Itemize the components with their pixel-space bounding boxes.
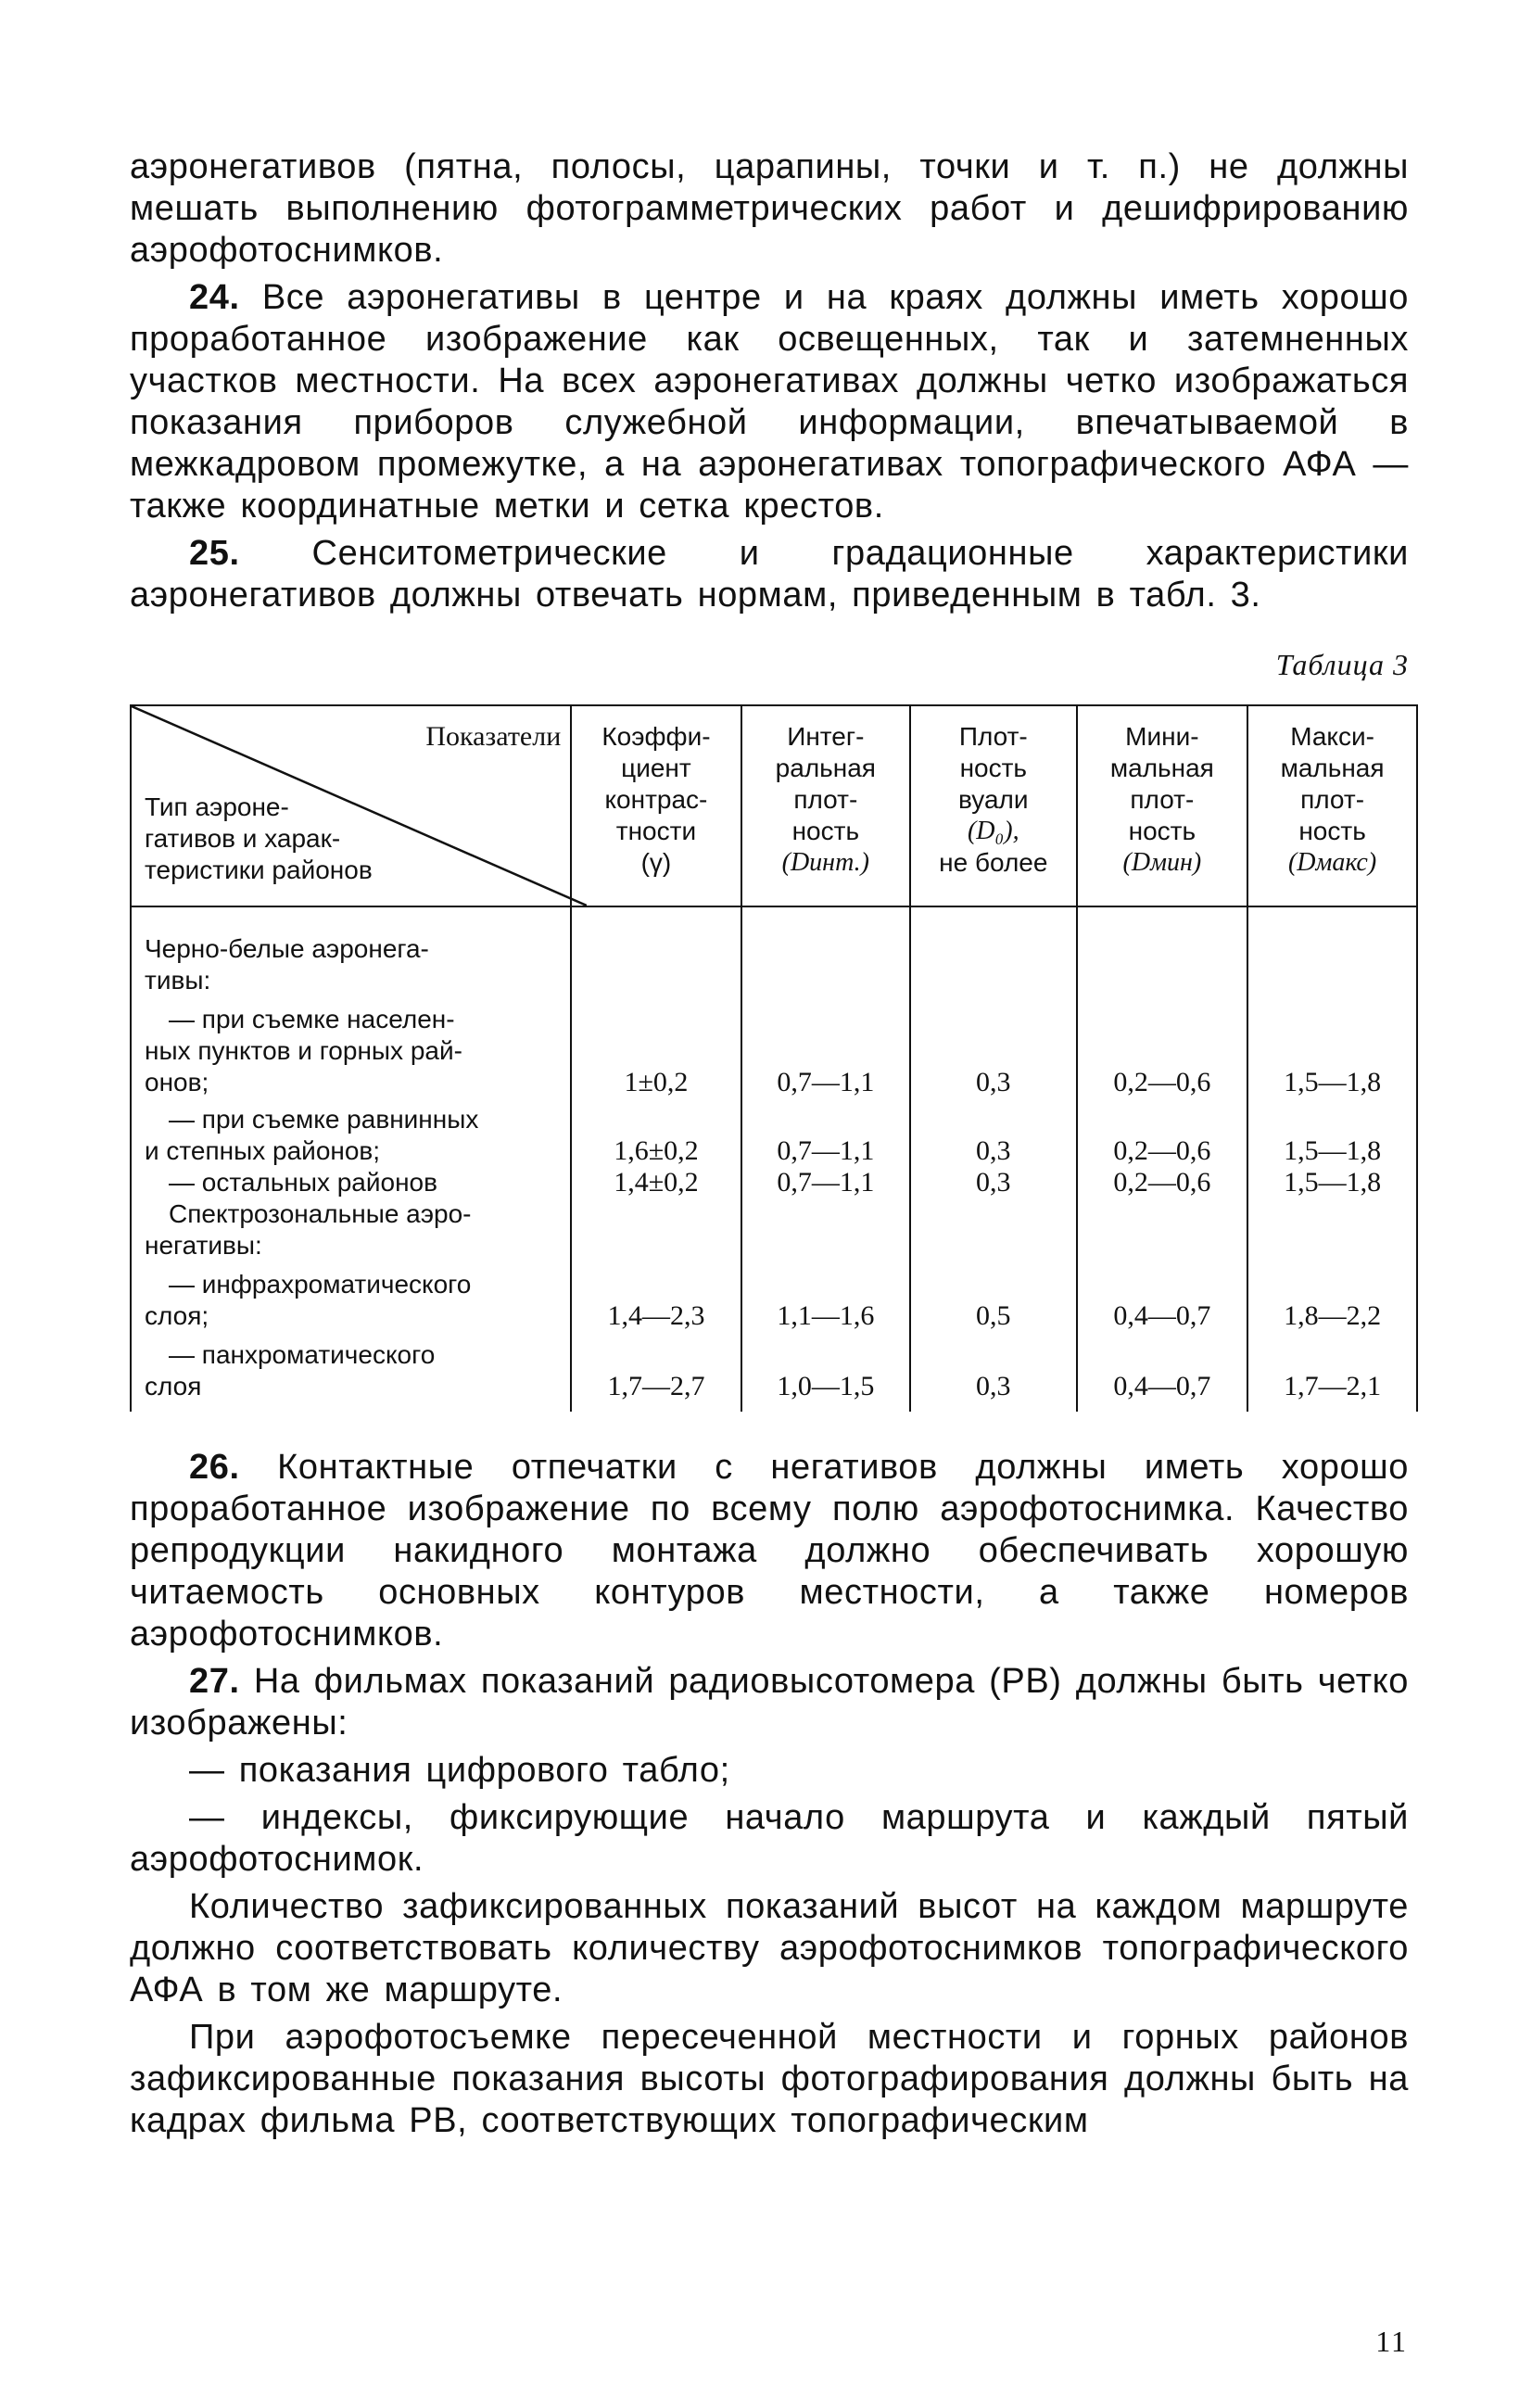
header-line: (γ) [640, 848, 672, 877]
value-cell: 1,5—1,8 [1247, 1098, 1417, 1167]
value-cell [1247, 1198, 1417, 1261]
row-label-line: слоя [145, 1372, 202, 1400]
table-spacer-row [131, 906, 1417, 933]
header-line: Макси- [1290, 722, 1374, 751]
row-label-line: слоя; [145, 1301, 209, 1330]
table-caption: Таблица 3 [1275, 648, 1409, 681]
value-cell [1077, 933, 1248, 996]
row-label-line: Черно-белые аэронега- [145, 934, 429, 963]
header-line: тности [615, 817, 697, 845]
paragraph-terrain: При аэрофотосъемке пересеченной местности и горных районов зафиксированные показания высоты фотографирования должны быть на кадрах фильма РВ, соответствующих топографическим [130, 2018, 1409, 2140]
value-cell [910, 1198, 1077, 1261]
header-line: Плот- [958, 722, 1028, 751]
list-item-digital-display: — показания цифрового табло; [189, 1751, 730, 1790]
header-line: (Dмакс) [1287, 848, 1377, 877]
row-label [131, 933, 571, 996]
spacer-cell [1077, 906, 1248, 933]
document-page [130, 146, 1409, 2142]
header-line: мальная [1109, 754, 1214, 782]
header-line: плот- [1130, 785, 1195, 814]
header-line: (Dинт.) [781, 848, 869, 877]
table-row [131, 1198, 1417, 1261]
paragraph-27-text: На фильмах показаний радиовысотомера (РВ) должны быть четко изображены: [130, 1662, 1409, 1743]
list-item-route-indexes: — индексы, фиксирующие начало маршрута и каждый пятый аэрофотоснимок. [130, 1798, 1409, 1879]
spacer-cell [741, 906, 910, 933]
row-label-line: и степных районов; [145, 1136, 381, 1165]
row-label-line: — при съемке равнинных [169, 1105, 479, 1134]
value-cell: 0,2—0,6 [1077, 996, 1248, 1098]
column-header-contrast [571, 705, 741, 906]
value-cell: 1,7—2,7 [571, 1332, 741, 1412]
row-label-line: — при съемке населен- [169, 1005, 455, 1033]
paragraph-26-text: Контактные отпечатки с негативов должны иметь хорошо проработанное изображение по всему полю аэрофотоснимка. Качество репродукции накидного монтажа должно обеспечивать хорошую читаемость основных контуров местности, а также номеров аэрофотоснимков. [130, 1448, 1409, 1654]
header-line: плот- [793, 785, 858, 814]
value-cell: 0,3 [910, 1332, 1077, 1412]
corner-bottom-line: Тип аэроне- [145, 792, 289, 821]
value-cell: 0,3 [910, 1167, 1077, 1198]
value-cell: 1±0,2 [571, 996, 741, 1098]
value-cell: 0,3 [910, 1098, 1077, 1167]
specification-table [130, 704, 1418, 1412]
row-label [131, 1261, 571, 1332]
value-cell: 1,8—2,2 [1247, 1261, 1417, 1332]
header-line: циент [621, 754, 691, 782]
header-line: контрас- [604, 785, 708, 814]
header-line: (D₀), [967, 817, 1019, 845]
value-cell [1077, 1198, 1248, 1261]
paragraph-27-number: 27. [189, 1662, 240, 1701]
value-cell: 1,5—1,8 [1247, 996, 1417, 1098]
row-label-line: ных пунктов и горных рай- [145, 1036, 462, 1065]
page-number: 11 [1375, 2325, 1408, 2358]
value-cell: 0,7—1,1 [741, 1167, 910, 1198]
value-cell: 1,4—2,3 [571, 1261, 741, 1332]
row-label-line: — панхроматического [169, 1340, 436, 1369]
header-line: Коэффи- [601, 722, 711, 751]
column-header-integral-density [741, 705, 910, 906]
corner-bottom-label [145, 792, 373, 886]
header-line: ность [959, 754, 1028, 782]
header-line: ральная [775, 754, 876, 782]
value-cell [910, 933, 1077, 996]
value-cell: 0,7—1,1 [741, 1098, 910, 1167]
header-line: Интег- [787, 722, 865, 751]
table-row [131, 1261, 1417, 1332]
table-header-row [131, 705, 1417, 906]
spacer-cell [131, 906, 571, 933]
header-line: (Dмин) [1122, 848, 1202, 877]
header-line: ность [1128, 817, 1196, 845]
spacer-cell [910, 906, 1077, 933]
corner-bottom-line: гативов и харак- [145, 824, 341, 853]
paragraph-continuation: аэронегативов (пятна, полосы, царапины, точки и т. п.) не должны мешать выполнению фотограмметрических работ и дешифрированию аэрофотоснимков. [130, 147, 1409, 270]
paragraph-26-number: 26. [189, 1448, 240, 1487]
header-line: не более [939, 848, 1048, 877]
value-cell [571, 1198, 741, 1261]
value-cell: 0,3 [910, 996, 1077, 1098]
paragraph-26 [130, 1447, 1409, 1655]
column-header-min-density [1077, 705, 1248, 906]
paragraph-24-text: Все аэронегативы в центре и на краях должны иметь хорошо проработанное изображение как освещенных, так и затемненных участков местности. На всех аэронегативах должны четко изображаться показания приборов служебной информации, впечатываемой в межкадровом промежутке, а на аэронегативах топографического АФА — также координатные метки и сетка крестов. [130, 278, 1409, 526]
value-cell [571, 933, 741, 996]
spacer-cell [571, 906, 741, 933]
value-cell: 0,2—0,6 [1077, 1098, 1248, 1167]
paragraph-25 [130, 533, 1409, 616]
row-label-line: — инфрахроматического [169, 1270, 472, 1299]
header-line: ность [1298, 817, 1366, 845]
value-cell [1247, 933, 1417, 996]
table-row [131, 996, 1417, 1098]
row-label-line: Спектрозональные аэро- [169, 1199, 472, 1228]
row-label-line: — остальных районов [169, 1168, 437, 1197]
row-label [131, 1198, 571, 1261]
paragraph-27 [130, 1661, 1409, 1744]
value-cell: 0,7—1,1 [741, 996, 910, 1098]
paragraph-25-text: Сенситометрические и градационные характеристики аэронегативов должны отвечать нормам, приведенным в табл. 3. [130, 534, 1409, 615]
header-line: ность [791, 817, 860, 845]
row-label [131, 1332, 571, 1412]
row-label-line: негативы: [145, 1231, 262, 1260]
table-corner-cell [131, 705, 571, 906]
value-cell: 1,4±0,2 [571, 1167, 741, 1198]
paragraph-24 [130, 277, 1409, 527]
paragraph-25-number: 25. [189, 534, 240, 573]
paragraph-24-number: 24. [189, 278, 240, 317]
row-label [131, 1167, 571, 1198]
value-cell: 0,5 [910, 1261, 1077, 1332]
value-cell: 1,6±0,2 [571, 1098, 741, 1167]
value-cell: 0,4—0,7 [1077, 1261, 1248, 1332]
header-line: плот- [1300, 785, 1365, 814]
column-header-max-density [1247, 705, 1417, 906]
value-cell: 1,7—2,1 [1247, 1332, 1417, 1412]
value-cell: 1,1—1,6 [741, 1261, 910, 1332]
spacer-cell [1247, 906, 1417, 933]
corner-bottom-line: теристики районов [145, 855, 373, 884]
row-label-line: тивы: [145, 966, 211, 995]
value-cell [741, 933, 910, 996]
value-cell: 1,0—1,5 [741, 1332, 910, 1412]
table-row [131, 1167, 1417, 1198]
value-cell: 0,4—0,7 [1077, 1332, 1248, 1412]
table-row [131, 1098, 1417, 1167]
header-line: Мини- [1125, 722, 1199, 751]
table-row [131, 933, 1417, 996]
header-line: мальная [1280, 754, 1385, 782]
row-label [131, 1098, 571, 1167]
column-header-fog-density [910, 705, 1077, 906]
table-row [131, 1332, 1417, 1412]
row-label-line: онов; [145, 1068, 209, 1096]
row-label [131, 996, 571, 1098]
header-line: вуали [958, 785, 1029, 814]
value-cell: 0,2—0,6 [1077, 1167, 1248, 1198]
paragraph-count: Количество зафиксированных показаний высот на каждом маршруте должно соответствовать количеству аэрофотоснимков топографического АФА в том же маршруте. [130, 1887, 1409, 2009]
value-cell: 1,5—1,8 [1247, 1167, 1417, 1198]
corner-top-label: Показатели [425, 721, 562, 752]
value-cell [741, 1198, 910, 1261]
